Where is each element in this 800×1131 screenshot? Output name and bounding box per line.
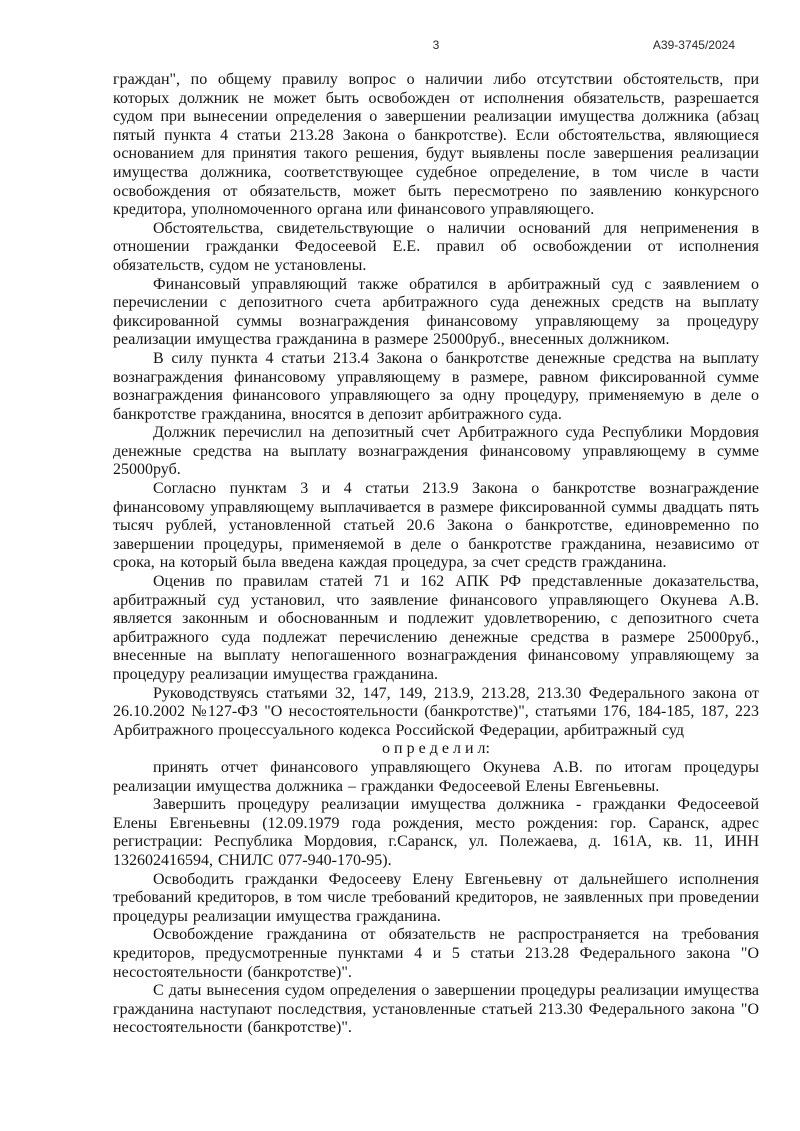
paragraph: Оценив по правилам статей 71 и 162 АПК РФ представленные доказательства, арбитражный суд установил, что заявление финансового управляющего Окунева А.В. является законным и обоснованным и подлежит удовлетворению, с депозитного счета арбитражного суда подлежат перечислению денежные средства в размере 25000руб., внесенные на выплату непогашенного вознаграждения финансовому управляющему за процедуру реализации имущества гражданина.: [113, 573, 759, 683]
paragraph: Должник перечислил на депозитный счет Арбитражного суда Республики Мордовия денежные средства на выплату вознаграждения финансовому управляющему в сумме 25000руб.: [113, 424, 759, 479]
resolution-heading: о п р е д е л и л:: [382, 740, 490, 758]
paragraph-continuation: граждан", по общему правилу вопрос о наличии либо отсутствии обстоятельств, при которых должник не может быть освобожден от исполнения обязательств, разрешается судом при вынесении определения о завершении реализации имущества должника (абзац пятый пункта 4 статьи 213.28 Закона о банкротстве). Если обстоятельства, являющиеся основанием для принятия такого решения, будут выявлены после завершения реализации имущества должника, соответствующее судебное определение, в том числе в части освобождения от обязательств, может быть пересмотрено по заявлению конкурсного кредитора, уполномоченного органа или финансового управляющего.: [113, 71, 759, 219]
paragraph-resolution-item: Освободить гражданки Федосееву Елену Евгеньевну от дальнейшего исполнения требований кредиторов, в том числе требований кредиторов, не заявленных при проведении процедуры реализации имущества гражданина.: [113, 870, 759, 925]
paragraph: Согласно пунктам 3 и 4 статьи 213.9 Закона о банкротстве вознаграждение финансовому управляющему выплачивается в размере фиксированной суммы двадцать пять тысяч рублей, установленной статьей 20.6 Закона о банкротстве, единовременно по завершении процедуры, применяемой в деле о банкротстве гражданина, независимо от срока, на который была введена каждая процедура, за счет средств гражданина.: [113, 480, 759, 572]
paragraph-resolution-item: Освобождение гражданина от обязательств не распространяется на требования кредиторов, предусмотренные пунктами 4 и 5 статьи 213.28 Федерального закона "О несостоятельности (банкротстве)".: [113, 926, 759, 981]
paragraph: Финансовый управляющий также обратился в арбитражный суд с заявлением о перечислении с депозитного счета арбитражного суда денежных средств на выплату фиксированной суммы вознаграждения финансовому управляющему за процедуру реализации имущества гражданина в размере 25000руб., внесенных должником.: [113, 275, 759, 349]
paragraph-resolution-item: С даты вынесения судом определения о завершении процедуры реализации имущества гражданина наступают последствия, установленные статьей 213.30 Федерального закона "О несостоятельности (банкротстве)".: [113, 982, 759, 1037]
paragraph-resolution-item: принять отчет финансового управляющего Окунева А.В. по итогам процедуры реализации имущества должника – гражданки Федосеевой Елены Евгеньевны.: [113, 758, 759, 795]
case-number: А39-3745/2024: [652, 38, 735, 52]
page-header: [113, 38, 759, 54]
paragraph: Руководствуясь статьями 32, 147, 149, 213.9, 213.28, 213.30 Федерального закона от 26.10.2002 №127-ФЗ "О несостоятельности (банкротстве)", статьями 176, 184-185, 187, 223 Арбитражного процессуального кодекса Российской Федерации, арбитражный суд: [113, 684, 759, 739]
document-body: [113, 71, 759, 1038]
paragraph: В силу пункта 4 статьи 213.4 Закона о банкротстве денежные средства на выплату вознаграждения финансовому управляющему в размере, равном фиксированной сумме вознаграждения финансового управляющего за одну процедуру, применяемую в деле о банкротстве гражданина, вносятся в депозит арбитражного суда.: [113, 349, 759, 423]
paragraph-resolution-item: Завершить процедуру реализации имущества должника - гражданки Федосеевой Елены Евгеньевны (12.09.1979 года рождения, место рождения: гор. Саранск, адрес регистрации: Республика Мордовия, г.Саранск, ул. Полежаева, д. 161А, кв. 11, ИНН 132602416594, СНИЛС 077-940-170-95).: [113, 796, 759, 869]
page-number: 3: [432, 38, 440, 52]
paragraph: Обстоятельства, свидетельствующие о наличии оснований для неприменения в отношении гражданки Федосеевой Е.Е. правил об освобождении от исполнения обязательств, судом не установлены.: [113, 219, 759, 274]
